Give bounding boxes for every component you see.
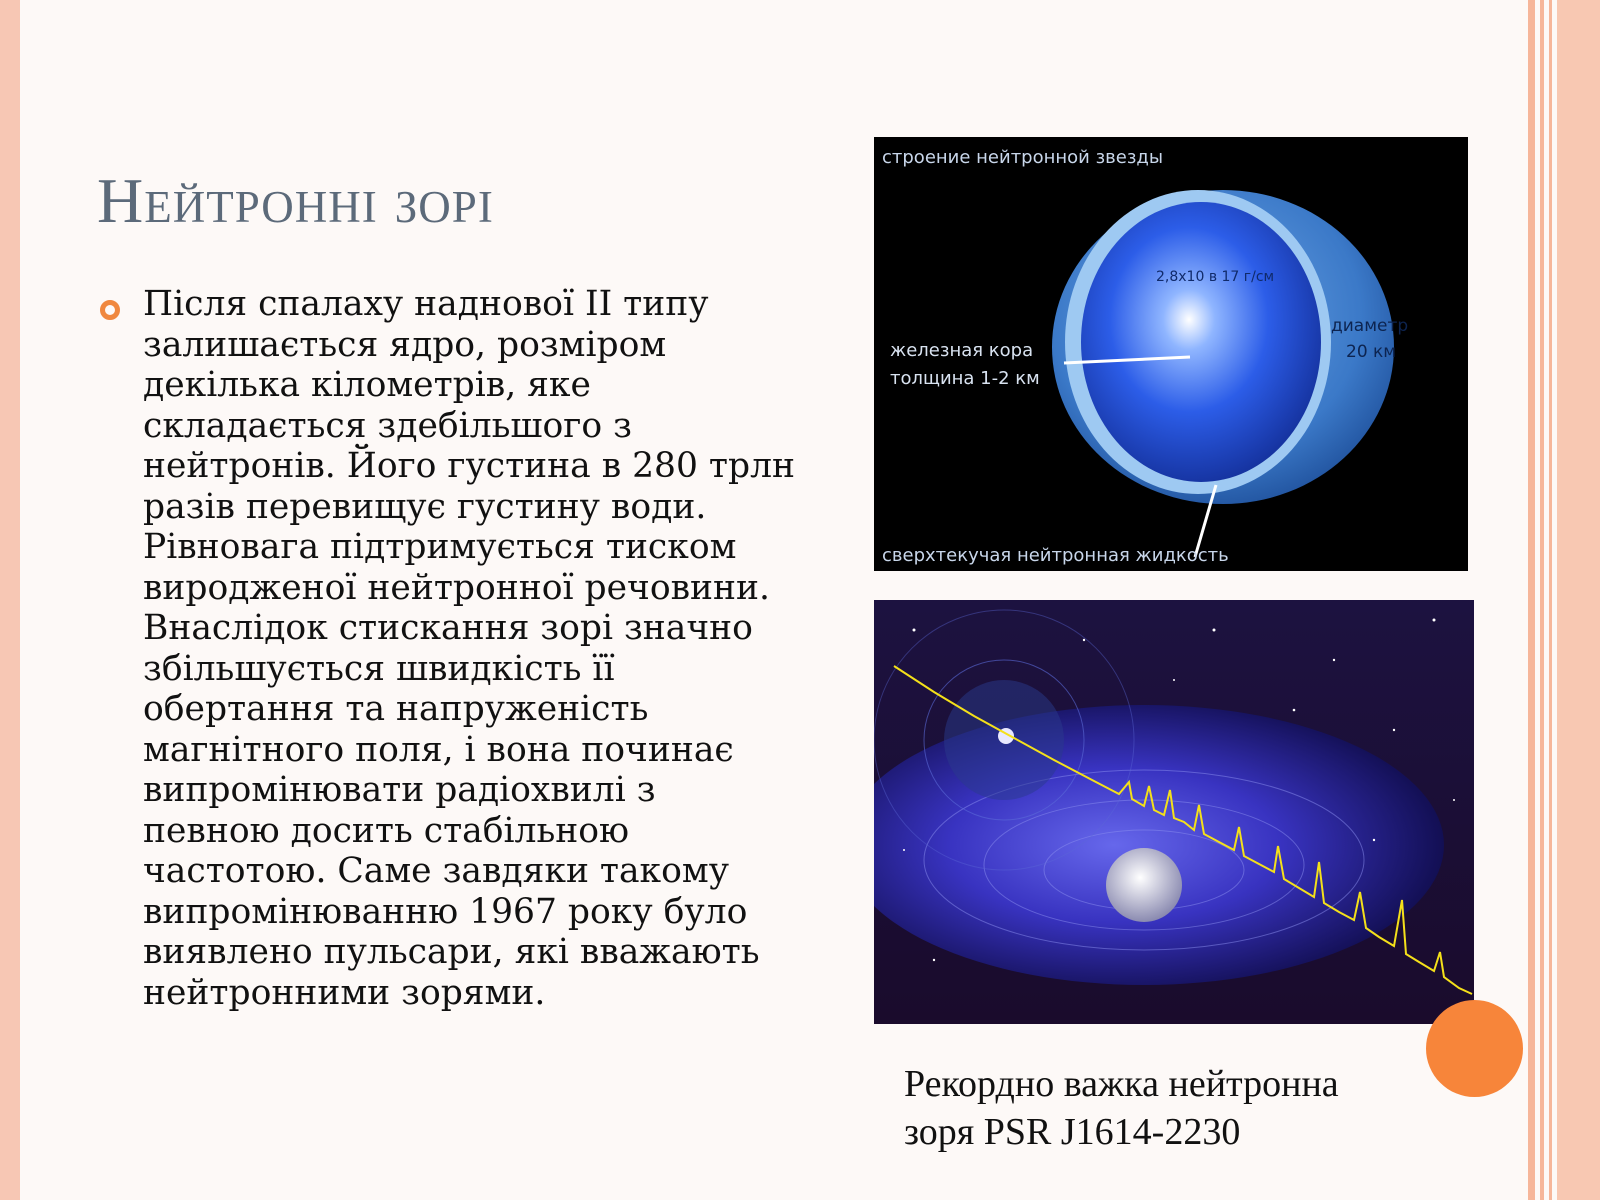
figure1-crust-label: железная кора	[890, 340, 1034, 361]
image-caption	[904, 1060, 1464, 1156]
figure1-crust-thickness-label: толщина 1-2 км	[890, 368, 1040, 389]
figure1-diameter-value: 20 км	[1346, 342, 1397, 362]
figure1-diameter-label: диаметр	[1331, 316, 1409, 336]
left-frame-stripe	[0, 0, 20, 1200]
neutron-star-structure-image	[874, 137, 1468, 571]
pulsar-illustration-image	[874, 600, 1474, 1024]
right-frame-stripe	[1557, 0, 1600, 1200]
right-frame-stripe	[1540, 0, 1544, 1200]
figure1-heading: строение нейтронной звезды	[882, 147, 1164, 168]
caption-line-2: зоря PSR J1614-2230	[904, 1111, 1241, 1153]
figure1-density-label: 2,8х10 в 17 г/см	[1156, 269, 1275, 285]
slide-title: Нейтронні зорі	[97, 165, 494, 236]
right-frame-stripe	[1528, 0, 1535, 1200]
bullet-icon	[100, 300, 120, 320]
body-paragraph: Після спалаху наднової II типу залишається ядро, розміром декілька кілометрів, яке складається здебільшого з нейтронів. Його густина в 280 трлн разів перевищує густину води. Рівновага підтримується тиском виродженої нейтронної речовини. Внаслідок стискання зорі значно збільшується швидкість її обертання та напруженість магнітного поля, і вона починає випромінювати радіохвилі з певною досить стабільною частотою. Саме завдяки такому випромінюванню 1967 року було виявлено пульсари, які вважають нейтронними зорями.	[143, 284, 795, 1013]
right-frame-stripe	[1549, 0, 1552, 1200]
figure1-fluid-label: сверхтекучая нейтронная жидкость	[882, 545, 1229, 566]
caption-line-1: Рекордно важка нейтронна	[904, 1063, 1339, 1105]
